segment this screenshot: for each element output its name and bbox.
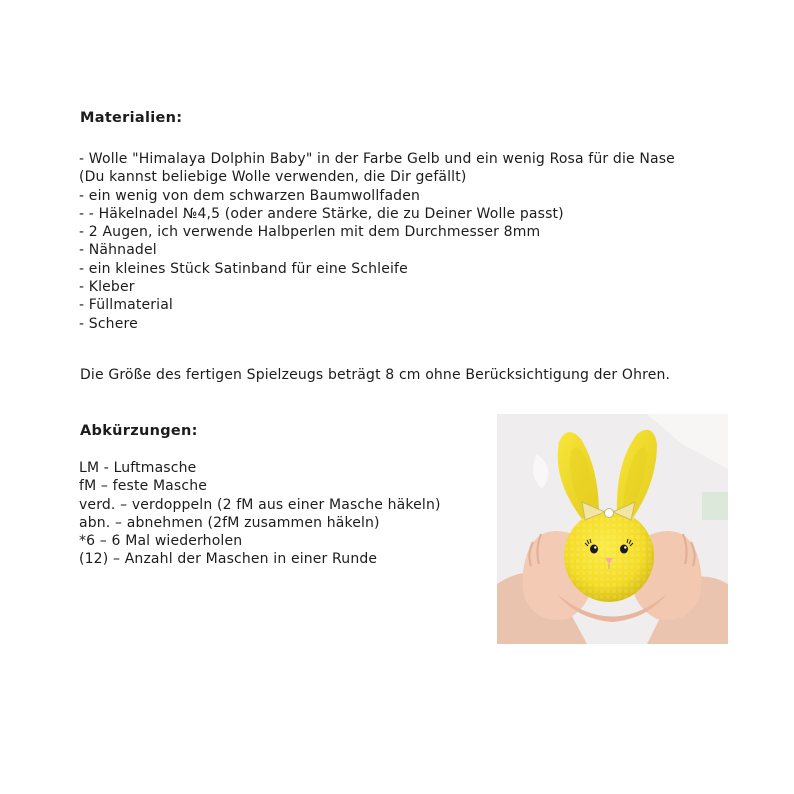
list-item: abn. – abnehmen (2fM zusammen häkeln) [79, 514, 380, 531]
right-eye [620, 545, 628, 554]
list-item: - 2 Augen, ich verwende Halbperlen mit dem Durchmesser 8mm [79, 224, 541, 241]
list-item: (Du kannst beliebige Wolle verwenden, die Dir gefällt) [79, 169, 467, 186]
list-item: fM – feste Masche [79, 478, 207, 495]
list-item: - Füllmaterial [79, 297, 173, 314]
list-item: *6 – 6 Mal wiederholen [79, 533, 243, 550]
left-eye [590, 545, 598, 554]
list-item: - - Häkelnadel №4,5 (oder andere Stärke, die zu Deiner Wolle passt) [79, 205, 564, 222]
abbreviations-heading: Abkürzungen: [80, 423, 198, 439]
list-item: - Schere [79, 315, 138, 332]
list-item: - Nähnadel [79, 242, 157, 259]
list-item: LM - Luftmasche [79, 460, 197, 476]
right-eye-highlight [624, 546, 626, 548]
bow-button [605, 509, 614, 518]
list-item: - Wolle "Himalaya Dolphin Baby" in der Farbe Gelb und ein wenig Rosa für die Nase [79, 151, 675, 167]
background-green-shape [702, 492, 728, 520]
list-item: (12) – Anzahl der Maschen in einer Runde [79, 551, 378, 568]
list-item: verd. – verdoppeln (2 fM aus einer Masche häkeln) [79, 496, 441, 513]
bunny-photo [497, 414, 728, 644]
yarn-texture [564, 510, 654, 602]
list-item: - Kleber [79, 279, 135, 296]
materials-heading: Materialien: [80, 110, 183, 126]
crochet-bunny-illustration [497, 414, 728, 644]
materials-list [79, 150, 675, 333]
list-item: - ein wenig von dem schwarzen Baumwollfaden [79, 187, 421, 204]
left-eye-highlight [594, 546, 596, 548]
size-note: Die Größe des fertigen Spielzeugs beträgt 8 cm ohne Berücksichtigung der Ohren. [80, 367, 671, 383]
abbreviations-list [79, 459, 441, 569]
list-item: - ein kleines Stück Satinband für eine Schleife [79, 260, 408, 277]
